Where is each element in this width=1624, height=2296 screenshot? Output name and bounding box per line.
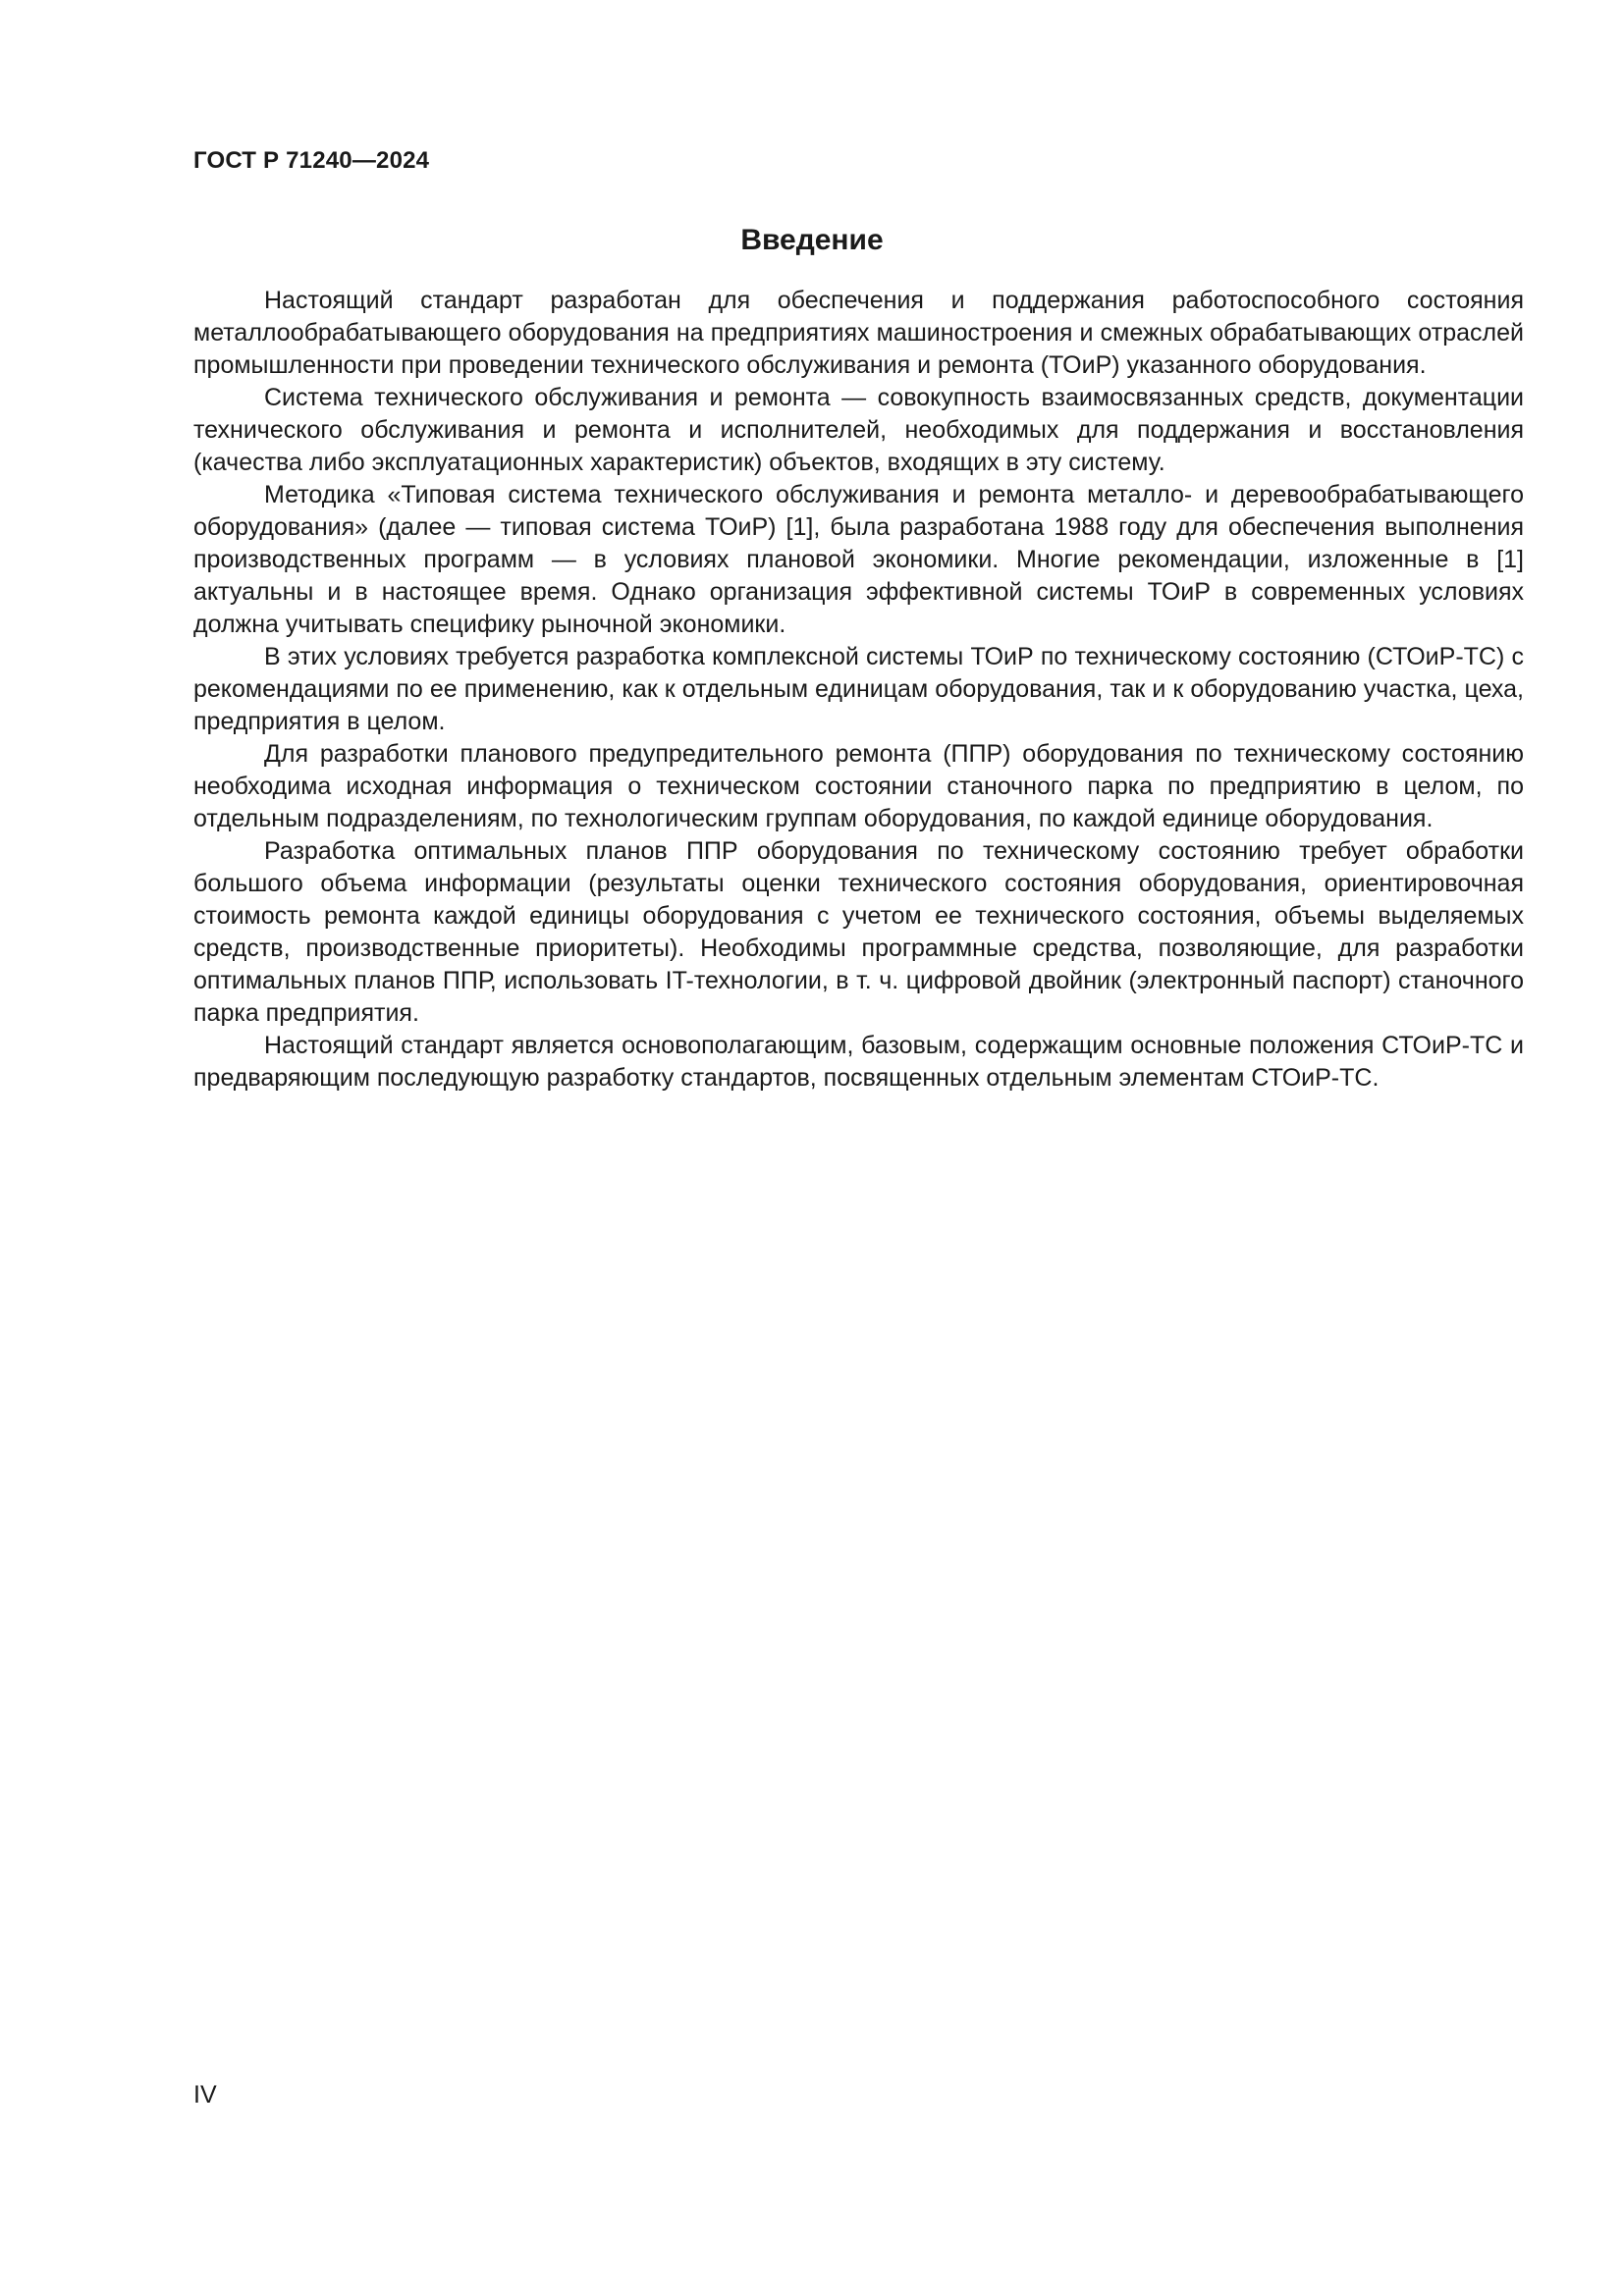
- paragraph: Система технического обслуживания и ремонта — совокупность взаимосвязанных средств, документации технического обслуживания и ремонта и исполнителей, необходимых для поддержания и восстановления (качества либо эксплуатационных характеристик) объектов, входящих в эту систему.: [193, 384, 1524, 476]
- section-title: Введение: [740, 224, 884, 256]
- introduction-body: [193, 285, 1524, 1095]
- paragraph: Методика «Типовая система технического обслуживания и ремонта металло- и деревообрабатывающего оборудования» (далее — типовая система ТОиР) [1], была разработана 1988 году для обеспечения выполнения производственных программ — в условиях плановой экономики. Многие рекомендации, изложенные в [1] актуальны и в настоящее время. Однако организация эффективной системы ТОиР в современных условиях должна учитывать специфику рыночной экономики.: [193, 481, 1524, 638]
- paragraph: Настоящий стандарт разработан для обеспечения и поддержания работоспособного состояния металлообрабатывающего оборудования на предприятиях машиностроения и смежных обрабатывающих отраслей промышленности при проведении технического обслуживания и ремонта (ТОиР) указанного оборудования.: [193, 287, 1524, 379]
- paragraph: В этих условиях требуется разработка комплексной системы ТОиР по техническому состоянию (СТОиР-ТС) с рекомендациями по ее применению, как к отдельным единицам оборудования, так и к оборудованию участка, цеха, предприятия в целом.: [193, 643, 1524, 735]
- paragraph: Настоящий стандарт является основополагающим, базовым, содержащим основные положения СТОиР-ТС и предваряющим последующую разработку стандартов, посвященных отдельным элементам СТОиР-ТС.: [193, 1032, 1524, 1092]
- paragraph: Для разработки планового предупредительного ремонта (ППР) оборудования по техническому состоянию необходима исходная информация о техническом состоянии станочного парка по предприятию в целом, по отдельным подразделениям, по технологическим группам оборудования, по каждой единице оборудования.: [193, 740, 1524, 832]
- document-code: ГОСТ Р 71240—2024: [193, 147, 430, 174]
- paragraph: Разработка оптимальных планов ППР оборудования по техническому состоянию требует обработки большого объема информации (результаты оценки технического состояния оборудования, ориентировочная стоимость ремонта каждой единицы оборудования с учетом ее технического состояния, объемы выделяемых средств, производственные приоритеты). Необходимы программные средства, позволяющие, для разработки оптимальных планов ППР, использовать IT-технологии, в т. ч. цифровой двойник (электронный паспорт) станочного парка предприятия.: [193, 837, 1524, 1027]
- page-number: IV: [193, 2081, 217, 2109]
